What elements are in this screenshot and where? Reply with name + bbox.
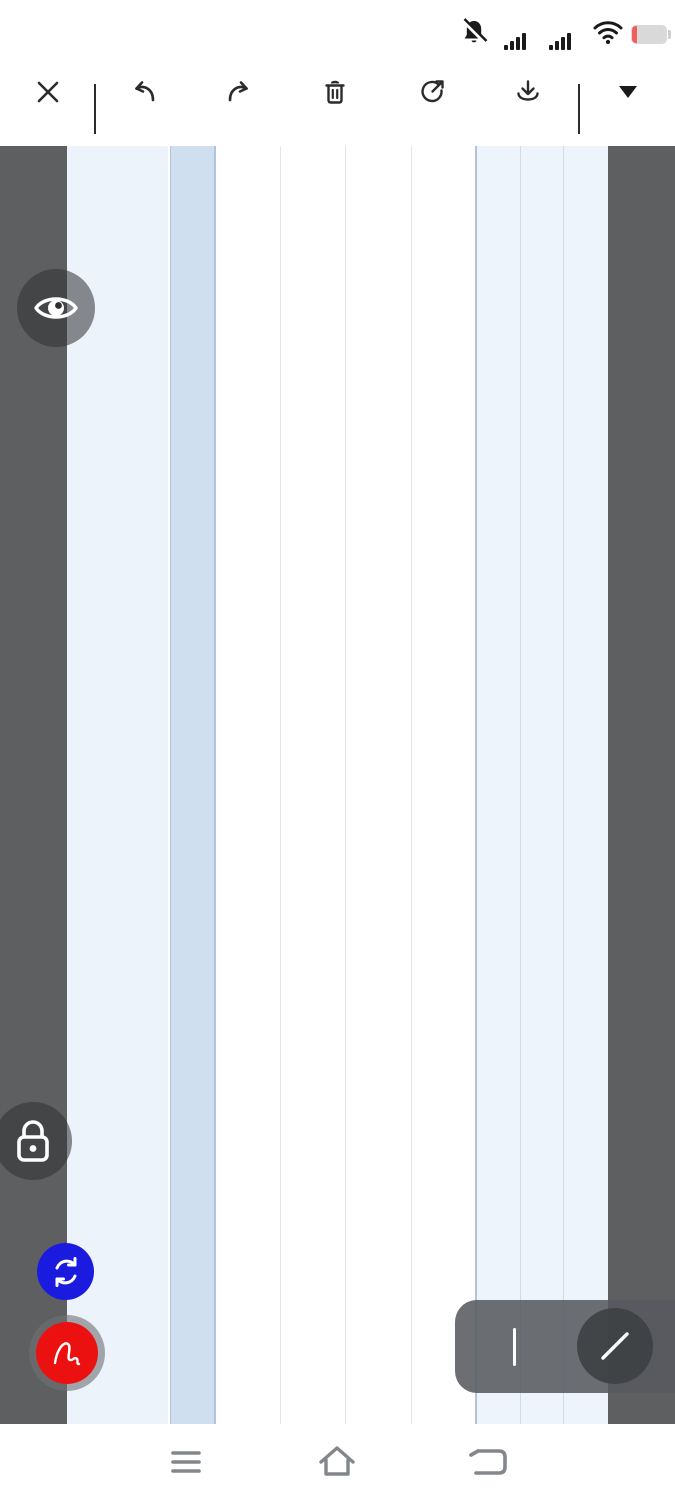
menu-icon: [164, 1440, 208, 1484]
line-tool-icon: [593, 1324, 637, 1368]
toolbar-divider: [578, 84, 580, 134]
close-button[interactable]: [3, 76, 93, 115]
status-bar: [0, 0, 675, 70]
redo-icon: [225, 76, 255, 108]
back-icon: [465, 1439, 513, 1485]
grid-vline: [170, 146, 171, 1424]
settings-divider: [513, 1328, 516, 1366]
wifi-icon: [592, 19, 624, 50]
right-dim-mask: [608, 146, 675, 1424]
dropdown-triangle-icon: [613, 76, 643, 108]
home-button[interactable]: [313, 1438, 361, 1486]
home-icon: [314, 1439, 360, 1485]
grid-vline: [563, 146, 564, 1424]
save-icon: [513, 76, 543, 108]
sum-column-bg: [171, 146, 215, 1424]
grid-vline: [411, 146, 412, 1424]
pen-tool-button[interactable]: [36, 1322, 98, 1384]
android-nav-bar: [0, 1424, 675, 1500]
save-button[interactable]: [483, 76, 573, 115]
eye-icon: [30, 288, 82, 328]
settings-panel: [455, 1300, 675, 1393]
clear-button[interactable]: [290, 76, 380, 115]
redo-button[interactable]: [195, 76, 285, 115]
back-button[interactable]: [465, 1438, 513, 1486]
pen-scribble-icon: [47, 1333, 87, 1373]
trash-icon: [320, 76, 350, 108]
grid-vline: [520, 146, 521, 1424]
sim2-signal: [547, 16, 585, 52]
undo-icon: [128, 76, 158, 108]
status-icons: [460, 16, 667, 52]
line-tool-button[interactable]: [577, 1308, 653, 1384]
battery-icon: [631, 25, 667, 44]
sim1-signal: [502, 16, 540, 52]
share-button[interactable]: [387, 76, 477, 115]
sync-button[interactable]: [37, 1243, 94, 1300]
editor-toolbar: [0, 70, 675, 146]
lock-icon: [11, 1117, 55, 1165]
toolbar-divider: [94, 84, 96, 134]
sync-icon: [49, 1255, 83, 1289]
grid-vline: [214, 146, 216, 1424]
eye-button[interactable]: [17, 269, 95, 347]
close-icon: [33, 76, 63, 108]
recents-menu-button[interactable]: [162, 1438, 210, 1486]
share-icon: [417, 76, 447, 108]
mute-bell-icon: [460, 17, 488, 52]
undo-button[interactable]: [98, 76, 188, 115]
lottery-type-dropdown[interactable]: [583, 76, 673, 115]
grid-vline: [475, 146, 477, 1424]
grid-vline: [280, 146, 281, 1424]
grid-vline: [345, 146, 346, 1424]
